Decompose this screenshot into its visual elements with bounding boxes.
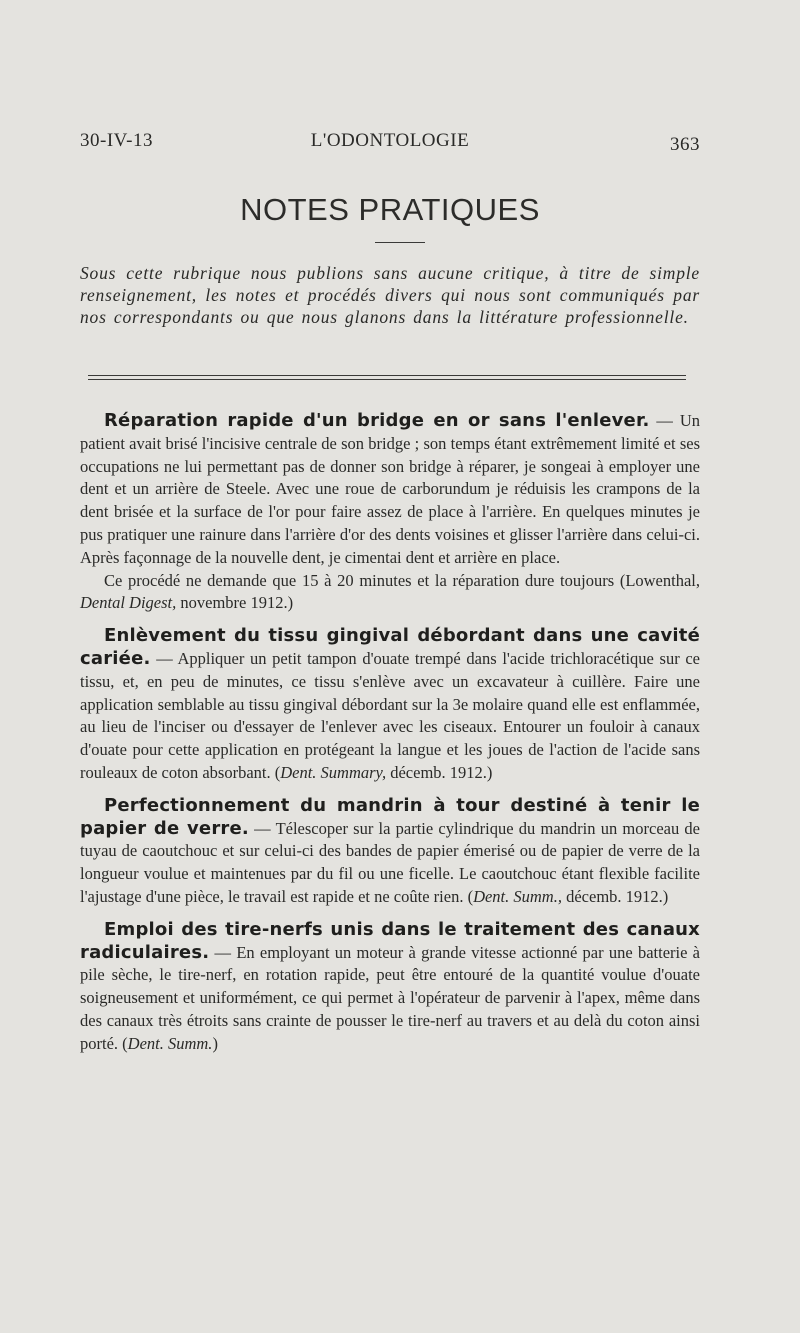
note-text: Un patient avait brisé l'incisive centrale de son bridge ; son temps étant extrêmement limité et ses occupations ne lui permettant pas de donner son bridge à réparer, je songeai à employer une dent et un arrière de Steele. Avec une roue de carborundum je réduisis les crampons de la dent brisée et la surface de l'or pour faire assez de place à l'arrière. En quelques minutes je pus pratiquer une rainure dans l'arrière d'or des dents voisines et glisser l'arrière dans celui-ci. Après façonnage de la nouvelle dent, je cimentai dent et arrière en place. (80, 411, 701, 567)
citation-date: novembre 1912.) (176, 593, 294, 613)
note-mandrel (80, 795, 700, 909)
note-heading: Réparation rapide d'un bridge en or sans l'enlever. (104, 410, 650, 431)
note-paragraph: Enlèvement du tissu gingival débordant dans une cavité cariée. — Appliquer un petit tampon d'ouate trempé dans l'acide trichloracétique sur ce tissu, et, en peu de minutes, ce tissu s'enlève avec un excavateur à cuillère. Faire une application semblable au tissu gingival débordant sur la 3e molaire quand elle est enflammée, au lieu de l'inciser ou d'essayer de l'enlever avec les ciseaux. Entourer un fouloir à canaux d'ouate pour cette application en protégeant la langue et les joues de l'action de l'acide sans rouleaux de coton absorbant. (Dent. Summary, décemb. 1912.) (80, 625, 700, 782)
note-text: En employant un moteur à grande vitesse actionné par une batterie à pile sèche, le tire-nerf, en rotation rapide, peut être entouré de la quantité voulue d'ouate soigneusement et uniformément, ce qui permet à l'opérateur de parvenir à l'apex, même dans des canaux très étroits sans crainte de pousser le tire-nerf au travers et au delà du coton ainsi porté. ( (80, 942, 700, 1053)
note-heading: Perfectionnement du mandrin à tour destiné à tenir le papier de verre. (80, 794, 700, 839)
note-paragraph: Réparation rapide d'un bridge en or sans l'enlever. — Un patient avait brisé l'incisive centrale de son bridge ; son temps étant extrêmement limité et ses occupations ne lui permettant pas de donner son bridge à réparer, je songeai à employer une dent et un arrière de Steele. Avec une roue de carborundum je réduisis les crampons de la dent brisée et la surface de l'or pour faire assez de place à l'arrière. En quelques minutes je pus pratiquer une rainure dans l'arrière d'or des dents voisines et glisser l'arrière dans celui-ci. Après façonnage de la nouvelle dent, je cimentai dent et arrière en place. (80, 410, 701, 567)
note-gingival-tissue (80, 625, 700, 785)
running-header (80, 130, 700, 160)
note-text: Télescoper sur la partie cylindrique du mandrin un morceau de tuyau de caoutchouc et sur celui-ci des bandes de papier émerisé ou de papier de verre de la longueur voulue et maintenues par du fil ou une ficelle. Le caoutchouc étant flexible facilite l'ajustage d'une pièce, le travail est rapide et ne coûte rien. ( (80, 818, 700, 906)
note-paragraph: Emploi des tire-nerfs unis dans le traitement des canaux radiculaires. — En employant un moteur à grande vitesse actionné par une batterie à pile sèche, le tire-nerf, en rotation rapide, peut être entouré de la quantité voulue d'ouate soigneusement et uniformément, ce qui permet à l'opérateur de parvenir à l'apex, même dans des canaux très étroits sans crainte de pousser le tire-nerf au travers et au delà du coton ainsi porté. (Dent. Summ.) (80, 918, 700, 1053)
note-nerve-broaches (80, 919, 700, 1056)
note-heading: Emploi des tire-nerfs unis dans le traitement des canaux radiculaires. (80, 918, 700, 963)
note-bridge-repair (80, 410, 700, 615)
citation-source: Dent. Summ., (473, 886, 562, 906)
note-heading: Enlèvement du tissu gingival débordant dans une cavité cariée. (80, 625, 700, 669)
citation-source: Dent. Summary, (280, 762, 387, 782)
page-number: 363 (670, 134, 700, 155)
intro-paragraph: Sous cette rubrique nous publions sans aucune critique, à titre de simple renseignement, les notes et procédés divers qui nous sont communiqués par nos correspondants ou que nous glanons dans la littérature professionnelle. (80, 263, 700, 327)
title-rule (375, 242, 425, 243)
note-paragraph: Perfectionnement du mandrin à tour destiné à tenir le papier de verre. — Télescoper sur la partie cylindrique du mandrin un morceau de tuyau de caoutchouc et sur celui-ci des bandes de papier émerisé ou de papier de verre de la longueur voulue et maintenues par du fil ou une ficelle. Le caoutchouc étant flexible facilite l'ajustage d'une pièce, le travail est rapide et ne coûte rien. (Dent. Summ., décemb. 1912.) (80, 794, 700, 906)
citation-source: Dent. Summ. (127, 1033, 213, 1053)
citation-date: ) (212, 1033, 218, 1053)
note-text: Appliquer un petit tampon d'ouate trempé dans l'acide trichloracétique sur ce tissu, et, en peu de minutes, ce tissu s'enlève avec un excavateur à cuillère. Faire une application semblable au tissu gingival débordant sur la 3e molaire quand elle est enflammée, au lieu de l'inciser ou d'essayer de l'enlever avec les ciseaux. Entourer un fouloir à canaux d'ouate pour cette application en protégeant la langue et les joues de l'action de l'acide sans rouleaux de coton absorbant. ( (80, 648, 700, 782)
note-paragraph (80, 570, 700, 616)
page-title: NOTES PRATIQUES (240, 192, 540, 227)
issue-date: 30-IV-13 (80, 130, 153, 151)
citation-date: décemb. 1912.) (386, 762, 493, 782)
journal-name: L'ODONTOLOGIE (310, 130, 470, 151)
note-text: Ce procédé ne demande que 15 à 20 minutes et la réparation dure toujours (Lowenthal, (104, 570, 700, 590)
citation-date: décemb. 1912.) (561, 886, 669, 906)
article-body (80, 410, 700, 1056)
section-divider (88, 375, 686, 380)
citation-source: Dental Digest, (80, 593, 177, 613)
